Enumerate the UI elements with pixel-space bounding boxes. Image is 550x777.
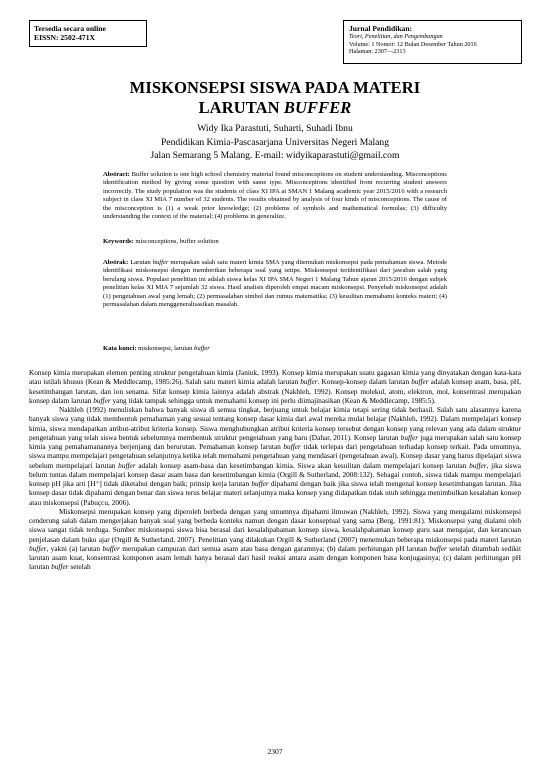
paper-title-line-2 <box>0 98 550 117</box>
p1-seg-4: adalah konsep asam, basa, pH, kesetimbangan larutan, dan ion senama. Sifat konsep kimia lainnya adalah abstrak (Nakhleh, 1992). Konsep molekul, atom, elektron, mol, konsentrasi merupakan konsep dalam larutan <box>29 377 521 405</box>
availability-text: Tersedia secara online <box>34 24 106 33</box>
title-italic: BUFFER <box>283 98 352 117</box>
p1-seg-6: yang tidak tampak sehingga untuk memahami konsep ini perlu diimajinasikan (Kean & Meddlecamp, 1985:5). <box>110 395 436 405</box>
abstrak-text-1: Larutan <box>128 259 153 266</box>
p1-seg-5: buffer <box>93 395 111 405</box>
p3-seg-6: setelah ditambah sedikit larutan asam kuat, konsentrasi komponen asam lemah hanya berasal dari hasil reaksi antara asam dengan komponen basa konjugasinya; (c) dalam perhitungan pH larutan <box>29 543 521 572</box>
p1-seg-0: Konsep kimia merupakan elemen penting struktur pengetahuan kimia (Janiuk, 1993). Konsep kimia merupakan suatu gagasan kimia yang dinyatakan dengan kata-kata atau istilah khusus (Kean & Meddlecamp, 1985:26). Salah satu materi kimia adalah larutan <box>29 368 521 387</box>
abstrak-text-2: merupakan salah satu materi kimia SMA yang ditemukan miskonsepsi pada pemahaman siswa. Metode identifikasi miskonsepsi dengan memberikan beberapa soal yang setipe. Miskonsepsi teridentifikasi dari jawaban salah yang berulang siswa. Populasi penelitian ini adalah siswa kelas XI IPA SMA Negeri 1 Malang Tahun ajaran 2015/2016 dengan subjek penelitian kelas XI MIA 7 sejumlah 32 siswa. Hasil analisis diperoleh empat macam miskonsepsi. Penyebab miskonsepsi adalah (1) pengetahuan awal yang lemah; (2) permasalahan simbol dan rumus matematika; (3) kesulitan memahami konteks materi; (4) permasalahan dalam menggeneralisasikan masalah. <box>103 259 447 309</box>
keywords-english <box>103 238 447 246</box>
keywords-text: misconceptions, buffer solution <box>133 238 219 245</box>
abstract-english <box>103 171 447 221</box>
p3-seg-4: merupakan campuran dari semua asam atau basa dengan garamnya; (b) dalam perhitungan pH larutan <box>119 543 430 553</box>
p2-seg-0: Nakhleh (1992) menuliskan bahwa banyak siswa di semua tingkat, berjuang untuk belajar kimia tetapi sering tidak berhasil. Salah satu alasannya karena banyak siswa yang tidak membentuk pemahaman yang sesuai tentang konsep dasar kimia dari awal mereka mulai belajar (Nakhleh, 1992). Dalam mempelajari konsep kimia, siswa mendapatkan atribut-atribut kriteria konsep. Siswa menghubungkan atribut kriteria konsep tersebut dengan konsep yang relevan yang ada dalam struktur pengetahuan yang telah siswa bentuk sebelumnya membentuk struktur pengetahuan yang baru (Dahar, 2011). Konsep larutan <box>29 405 521 442</box>
abstract-indonesian <box>103 259 447 309</box>
abstract-label: Abstract: <box>103 171 130 178</box>
paper-title-line-1: MISKONSEPSI SISWA PADA MATERI <box>129 78 421 97</box>
p3-seg-7: buffer <box>51 562 69 572</box>
p2-seg-6: adalah konsep asam-basa dan kesetimbangan kimia. Siswa akan kesulitan dalam mempelajari konsep larutan <box>135 460 470 470</box>
p1-seg-1: buffer <box>300 377 318 387</box>
journal-availability-box <box>29 20 147 47</box>
p1-seg-2: . Konsep-konsep dalam larutan <box>317 377 412 387</box>
abstrak-label: Abstrak: <box>103 259 129 266</box>
kata-kunci-label: Kata kunci: <box>103 345 137 352</box>
journal-subtitle: Teori, Penelitian, dan Pengembangan <box>349 33 443 40</box>
body-paragraph-1 <box>29 368 521 405</box>
journal-name: Jurnal Pendidikan: <box>349 24 413 33</box>
p2-seg-9: buffer <box>251 479 269 488</box>
eissn-text: EISSN: 2502-471X <box>34 33 95 42</box>
abstrak-italic-1: buffer <box>152 259 169 266</box>
keywords-label: Keywords: <box>103 238 134 245</box>
p3-seg-0: Miskonsepsi merupakan konsep yang diperoleh berbeda dengan yang umumnya dipahami ilmuwan (Nakhleh, 1992). Siswa yang mengalami miskonsepsi cenderung salah dalam mengerjakan banyak soal yang berbeda konteks namun dengan dasar konseptual yang sama (Berg, 1991:81). Miskonsepsi yang dialami oleh siswa sangat tidak terduga. Sumber miskonsepsi siswa bisa berasal dari kesalahpahaman konsep siswa, kesalahpahaman konsep guru saat mengajar, dan kerancuan penjelasan dalam buku ajar (Orgill & Sutherland, 2007). Penelitian yang dilakukan Orgill & Sutherland (2007) menemukan beberapa miskonsepsi pada materi larutan <box>29 506 521 544</box>
body-paragraph-3 <box>29 507 521 572</box>
p2-seg-10: dipahami dengan baik jika siswa telah mengenal konsep kesetimbangan larutan. Jika konsep dasar tidak dipahami dengan benar dan siswa terus belajar materi selanjutnya maka konsep yang didapatkan tidak utuh sehingga menimbulkan kesalahan konsep atau miskonsepsi (Pabuçcu, 2006). <box>29 479 521 507</box>
title-plain: LARUTAN <box>198 98 284 117</box>
abstract-text: Buffer solution is one high school chemistry material found misconceptions on student understanding. Misconceptions identification method by giving some question with same type. Misconceptions identified from recurring student answers incorrectly. The study population was the students of class XI IPA at SMAN 1 Malang academic year 2015/2016 with a research subject in class XI MIA 7 number of 32 students. The results obtained by analysis of four kinds of misconceptions. The cause of the misconception is (1) a weak prior knowledge; (2) problems of symbols and mathematical formulas; (3) difficulty understanding the context of the material; (4) problems in generalize. <box>103 171 447 221</box>
p2-seg-2: juga merupakan salah satu konsep kimia yang pemahamanannya berjenjang dan berurutan. Pemahaman konsep larutan <box>29 432 521 451</box>
p3-seg-2: , yakni (a) larutan <box>46 543 103 553</box>
p2-seg-1: buffer <box>400 432 419 442</box>
p2-seg-3: buffer <box>283 442 301 451</box>
p2-seg-8: , jika siswa belum tuntas dalam mempelajari konsep dasar asam basa dan kesetimbangan kimia (Orgill & Sutherland, 2008:132). Sebagai contoh, siswa tidak mampu mempelajari konsep pH jika arti [H⁺] tidak diketahui dengan baik; prinsip kerja larutan <box>29 460 521 488</box>
keywords-indonesian <box>103 345 447 353</box>
kata-kunci-text: miskonsepsi, larutan <box>136 345 195 352</box>
p3-seg-1: buffer <box>29 543 47 553</box>
p2-seg-5: buffer <box>118 460 136 470</box>
affiliation: Pendidikan Kimia-Pascasarjana Universitas Negeri Malang <box>160 137 390 148</box>
p3-seg-8: setelah <box>68 562 91 572</box>
body-text <box>29 368 521 572</box>
journal-pages: Halaman: 2307—2313 <box>349 48 406 56</box>
page-number: 2307 <box>267 747 283 756</box>
p3-seg-5: buffer <box>429 543 447 553</box>
body-paragraph-2 <box>29 405 521 507</box>
kata-kunci-italic: buffer <box>194 345 210 352</box>
journal-info-box <box>343 20 522 64</box>
address-email: Jalan Semarang 5 Malang. E-mail: widyikaparastuti@gmail.com <box>150 150 400 161</box>
journal-volume: Volume: 1 Nomor: 12 Bulan Desember Tahun 2016 <box>349 40 477 48</box>
p3-seg-3: buffer <box>102 543 120 553</box>
p2-seg-7: buffer <box>469 460 487 470</box>
author-list: Widy Ika Parastuti, Suharti, Suhadi Ibnu <box>197 123 353 134</box>
p2-seg-4: tidak terlepas dari pengetahuan terhadap konsep terkait. Pada umumnya, siswa mampu mempelajari pengetahuan selanjutnya ketika telah memahami pengetahuan yang mendasari (pengetahuan awal). Konsep dasar yang harus dipelajari siswa sebelum mempelajari larutan <box>29 442 521 470</box>
p1-seg-3: buffer <box>411 377 429 387</box>
